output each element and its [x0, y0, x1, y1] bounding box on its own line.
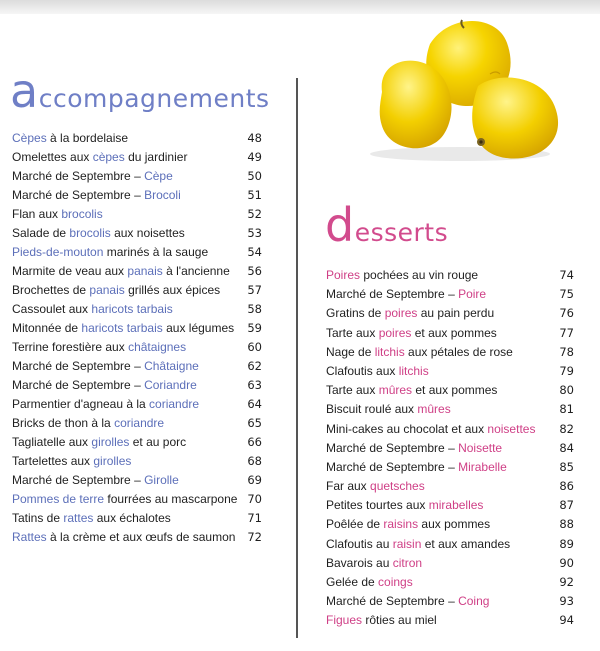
- ingredient-highlight: haricots tarbais: [81, 321, 163, 335]
- recipe-title: [12, 530, 235, 544]
- recipe-title: [12, 264, 230, 278]
- ingredient-highlight: citron: [392, 555, 423, 570]
- accompagnements-list: [12, 131, 262, 549]
- recipe-title: [326, 479, 425, 493]
- recipe-title: [12, 416, 164, 430]
- page-number: 82: [559, 421, 574, 436]
- recipe-title-text: Marché de Septembre –: [12, 169, 145, 183]
- recipe-title-text: Clafoutis aux: [326, 363, 399, 378]
- accompagnements-entry: [12, 492, 262, 511]
- recipe-title-text: Marché de Septembre –: [326, 594, 459, 609]
- recipe-title: [326, 422, 535, 436]
- column-divider: [296, 78, 298, 638]
- ingredient-highlight: Figues: [326, 613, 363, 628]
- accompagnements-entry: [12, 530, 262, 549]
- recipe-title-text: Salade de: [12, 226, 70, 240]
- recipe-title: [12, 169, 173, 183]
- ingredient-highlight: Brocoli: [144, 188, 181, 202]
- page-number: 62: [247, 359, 262, 373]
- recipe-title-text: Mitonnée de: [12, 321, 82, 335]
- page-number: 59: [247, 321, 262, 335]
- desserts-entry: [326, 575, 574, 594]
- ingredient-highlight: Girolle: [144, 473, 179, 487]
- accompagnements-entry: [12, 473, 262, 492]
- desserts-entry: [326, 498, 574, 517]
- ingredient-highlight: coings: [378, 575, 413, 589]
- recipe-title-text: Mini-cakes au chocolat et aux: [326, 421, 488, 436]
- recipe-title-text: Brochettes de: [12, 283, 90, 297]
- desserts-entry: [326, 287, 574, 306]
- ingredient-highlight: cèpes: [92, 150, 125, 164]
- accompagnements-entry: [12, 188, 262, 207]
- ingredient-highlight: raisin: [392, 536, 422, 551]
- recipe-title-text: à l'ancienne: [162, 264, 230, 278]
- page-number: 70: [247, 492, 262, 506]
- accompagnements-entry: [12, 321, 262, 340]
- recipe-title: [326, 402, 451, 416]
- ingredient-highlight: mûres: [378, 383, 413, 398]
- page-number: 56: [247, 264, 262, 278]
- page-number: 93: [559, 594, 574, 609]
- page-number: 69: [247, 473, 262, 487]
- recipe-title-text: Marché de Septembre –: [326, 287, 459, 302]
- ingredient-highlight: Coing: [458, 594, 490, 609]
- recipe-title-text: Marché de Septembre –: [12, 359, 145, 373]
- page-number: 64: [247, 397, 262, 411]
- recipe-title: [326, 345, 513, 359]
- page-number: 88: [559, 517, 574, 532]
- recipe-title-text: à la bordelaise: [46, 131, 129, 145]
- recipe-title-text: pochées au vin rouge: [360, 268, 479, 282]
- recipe-title-text: grillés aux épices: [124, 283, 221, 297]
- recipe-title-text: Omelettes aux: [12, 150, 93, 164]
- page-number: 60: [247, 340, 262, 354]
- ingredient-highlight: Châtaigne: [144, 359, 199, 373]
- desserts-entry: [326, 479, 574, 498]
- recipe-title-text: Bavarois au: [326, 555, 393, 570]
- accompagnements-entry: [12, 283, 262, 302]
- accompagnements-entry: [12, 264, 262, 283]
- page-number: 51: [247, 188, 262, 202]
- recipe-title-text: Clafoutis au: [326, 536, 393, 551]
- recipe-title-text: et aux pommes: [411, 325, 497, 340]
- recipe-title: [326, 287, 486, 301]
- recipe-title-text: Tarte aux: [326, 383, 379, 398]
- recipe-title: [12, 245, 208, 259]
- ingredient-highlight: châtaignes: [128, 340, 187, 354]
- recipe-title: [326, 575, 413, 589]
- desserts-heading-rest: esserts: [354, 218, 449, 247]
- page-number: 79: [559, 363, 574, 378]
- ingredient-highlight: raisins: [383, 517, 419, 532]
- desserts-entry: [326, 556, 574, 575]
- ingredient-highlight: coriandre: [114, 416, 165, 430]
- ingredient-highlight: Rattes: [12, 530, 47, 544]
- recipe-title: [12, 302, 173, 316]
- recipe-title: [326, 383, 497, 397]
- accompagnements-entry: [12, 359, 262, 378]
- page-number: 72: [247, 530, 262, 544]
- recipe-title-text: Biscuit roulé aux: [326, 402, 418, 417]
- ingredient-highlight: rattes: [63, 511, 94, 525]
- recipe-title: [12, 340, 186, 354]
- recipe-title-text: Marché de Septembre –: [326, 459, 459, 474]
- ingredient-highlight: litchis: [398, 363, 429, 378]
- page-number: 74: [559, 268, 574, 282]
- recipe-title-text: Marché de Septembre –: [12, 378, 145, 392]
- recipe-title: [12, 283, 220, 297]
- recipe-title-text: Tatins de: [12, 511, 64, 525]
- recipe-title: [12, 454, 131, 468]
- page-number: 77: [559, 325, 574, 340]
- recipe-title: [12, 188, 181, 202]
- recipe-title-text: Poêlée de: [326, 517, 384, 532]
- page-number: 50: [247, 169, 262, 183]
- recipe-title-text: rôties au miel: [362, 613, 437, 628]
- recipe-title: [12, 378, 197, 392]
- recipe-title: [12, 226, 185, 240]
- desserts-entry: [326, 364, 574, 383]
- recipe-title-text: Tarte aux: [326, 325, 379, 340]
- quince-fruits-icon: [360, 14, 570, 164]
- recipe-title: [12, 359, 199, 373]
- recipe-title: [326, 498, 483, 512]
- ingredient-highlight: Pieds-de-mouton: [12, 245, 104, 259]
- accompagnements-heading: [10, 64, 270, 118]
- accompagnements-entry: [12, 416, 262, 435]
- ingredient-highlight: haricots tarbais: [91, 302, 173, 316]
- page-top-edge: [0, 0, 600, 14]
- recipe-title: [326, 306, 494, 320]
- accompagnements-entry: [12, 245, 262, 264]
- desserts-heading-initial: d: [325, 198, 355, 252]
- recipe-title-text: et aux amandes: [421, 536, 511, 551]
- recipe-title-text: Tagliatelle aux: [12, 435, 92, 449]
- recipe-title-text: Gratins de: [326, 306, 385, 321]
- page-number: 89: [559, 536, 574, 551]
- ingredient-highlight: Poires: [326, 268, 361, 282]
- recipe-title-text: Marmite de veau aux: [12, 264, 128, 278]
- recipe-title-text: aux pétales de rose: [404, 344, 513, 359]
- ingredient-highlight: coriandre: [149, 397, 200, 411]
- page-number: 65: [247, 416, 262, 430]
- desserts-entry: [326, 537, 574, 556]
- ingredient-highlight: panais: [89, 283, 125, 297]
- recipe-title: [12, 473, 179, 487]
- page-number: 75: [559, 287, 574, 302]
- page-number: 87: [559, 498, 574, 513]
- recipe-title-text: du jardinier: [124, 150, 188, 164]
- accompagnements-entry: [12, 131, 262, 150]
- page-number: 54: [247, 245, 262, 259]
- recipe-title-text: à la crème et aux œufs de saumon: [46, 530, 236, 544]
- page-number: 68: [247, 454, 262, 468]
- page-number: 52: [247, 207, 262, 221]
- recipe-title: [326, 537, 510, 551]
- desserts-entry: [326, 460, 574, 479]
- page-number: 80: [559, 383, 574, 398]
- ingredient-highlight: noisettes: [487, 421, 536, 436]
- recipe-title-text: Marché de Septembre –: [326, 440, 459, 455]
- desserts-entry: [326, 441, 574, 460]
- ingredient-highlight: brocolis: [61, 207, 103, 221]
- page-number: 90: [559, 555, 574, 570]
- recipe-title-text: Marché de Septembre –: [12, 188, 145, 202]
- recipe-title-text: Bricks de thon à la: [12, 416, 115, 430]
- page-number: 76: [559, 306, 574, 321]
- recipe-title-text: au pain perdu: [417, 306, 495, 321]
- recipe-title: [12, 511, 171, 525]
- accompagnements-entry: [12, 226, 262, 245]
- desserts-entry: [326, 402, 574, 421]
- page-number: 49: [247, 150, 262, 164]
- recipe-title-text: Far aux: [326, 479, 371, 494]
- recipe-title: [326, 556, 422, 570]
- recipe-title: [12, 435, 186, 449]
- recipe-title-text: et aux pommes: [412, 383, 498, 398]
- accompagnements-entry: [12, 435, 262, 454]
- recipe-title: [12, 131, 128, 145]
- recipe-title-text: aux noisettes: [110, 226, 185, 240]
- recipe-title-text: Cassoulet aux: [12, 302, 92, 316]
- desserts-entry: [326, 326, 574, 345]
- recipe-title: [326, 460, 507, 474]
- accompagnements-entry: [12, 378, 262, 397]
- page-number: 84: [559, 440, 574, 455]
- accompagnements-entry: [12, 340, 262, 359]
- recipe-title-text: Marché de Septembre –: [12, 473, 145, 487]
- recipe-title: [326, 326, 497, 340]
- page-number: 57: [247, 283, 262, 297]
- ingredient-highlight: mûres: [417, 402, 451, 417]
- desserts-entry: [326, 594, 574, 613]
- desserts-entry: [326, 345, 574, 364]
- ingredient-highlight: poires: [378, 325, 412, 340]
- recipe-title-text: Terrine forestière aux: [12, 340, 129, 354]
- accompagnements-entry: [12, 397, 262, 416]
- page-number: 66: [247, 435, 262, 449]
- recipe-title: [12, 492, 237, 506]
- page-number: 48: [247, 131, 262, 145]
- recipe-title-text: Tartelettes aux: [12, 454, 94, 468]
- ingredient-highlight: litchis: [374, 344, 405, 359]
- accompagnements-entry: [12, 454, 262, 473]
- recipe-title: [12, 207, 103, 221]
- recipe-title-text: aux pommes: [418, 517, 491, 532]
- page-number: 94: [559, 613, 574, 628]
- ingredient-highlight: panais: [127, 264, 163, 278]
- ingredient-highlight: mirabelles: [428, 498, 484, 513]
- recipe-title-text: aux échalotes: [93, 511, 171, 525]
- ingredient-highlight: brocolis: [69, 226, 111, 240]
- ingredient-highlight: Pommes de terre: [12, 492, 105, 506]
- accompagnements-heading-initial: a: [10, 64, 39, 118]
- recipe-title: [12, 150, 187, 164]
- recipe-title-text: Petites tourtes aux: [326, 498, 429, 513]
- accompagnements-entry: [12, 511, 262, 530]
- accompagnements-entry: [12, 207, 262, 226]
- desserts-entry: [326, 422, 574, 441]
- desserts-entry: [326, 306, 574, 325]
- page-number: 81: [559, 402, 574, 417]
- ingredient-highlight: girolles: [93, 454, 132, 468]
- recipe-title-text: Parmentier d'agneau à la: [12, 397, 150, 411]
- page-number: 85: [559, 459, 574, 474]
- desserts-entry: [326, 613, 574, 632]
- desserts-heading: [325, 198, 449, 252]
- recipe-title-text: fourrées au mascarpone: [104, 492, 238, 506]
- recipe-title: [326, 517, 490, 531]
- page-number: 92: [559, 575, 574, 589]
- desserts-entry: [326, 268, 574, 287]
- page-number: 53: [247, 226, 262, 240]
- ingredient-highlight: quetsches: [370, 479, 425, 494]
- ingredient-highlight: girolles: [91, 435, 130, 449]
- ingredient-highlight: Coriandre: [144, 378, 197, 392]
- recipe-title-text: marinés à la sauge: [103, 245, 209, 259]
- recipe-title-text: aux légumes: [162, 321, 235, 335]
- ingredient-highlight: Poire: [458, 287, 487, 302]
- recipe-title: [326, 364, 429, 378]
- accompagnements-entry: [12, 169, 262, 188]
- ingredient-highlight: Cèpes: [12, 131, 47, 145]
- page-number: 86: [559, 479, 574, 494]
- ingredient-highlight: Noisette: [458, 440, 503, 455]
- page-number: 71: [247, 511, 262, 525]
- desserts-entry: [326, 383, 574, 402]
- page-number: 58: [247, 302, 262, 316]
- recipe-title: [326, 594, 489, 608]
- recipe-title-text: Flan aux: [12, 207, 62, 221]
- page-number: 63: [247, 378, 262, 392]
- desserts-list: [326, 268, 574, 633]
- recipe-title: [326, 613, 437, 627]
- accompagnements-heading-rest: ccompagnements: [38, 84, 270, 113]
- ingredient-highlight: Cèpe: [144, 169, 173, 183]
- accompagnements-entry: [12, 302, 262, 321]
- recipe-title-text: Nage de: [326, 344, 375, 359]
- accompagnements-entry: [12, 150, 262, 169]
- recipe-title-text: et au porc: [129, 435, 187, 449]
- recipe-title: [326, 268, 478, 282]
- recipe-title: [12, 321, 234, 335]
- page-number: 78: [559, 344, 574, 359]
- recipe-title: [12, 397, 199, 411]
- desserts-entry: [326, 517, 574, 536]
- ingredient-highlight: poires: [384, 306, 418, 321]
- recipe-title: [326, 441, 502, 455]
- ingredient-highlight: Mirabelle: [458, 459, 507, 474]
- recipe-title-text: Gelée de: [326, 575, 379, 589]
